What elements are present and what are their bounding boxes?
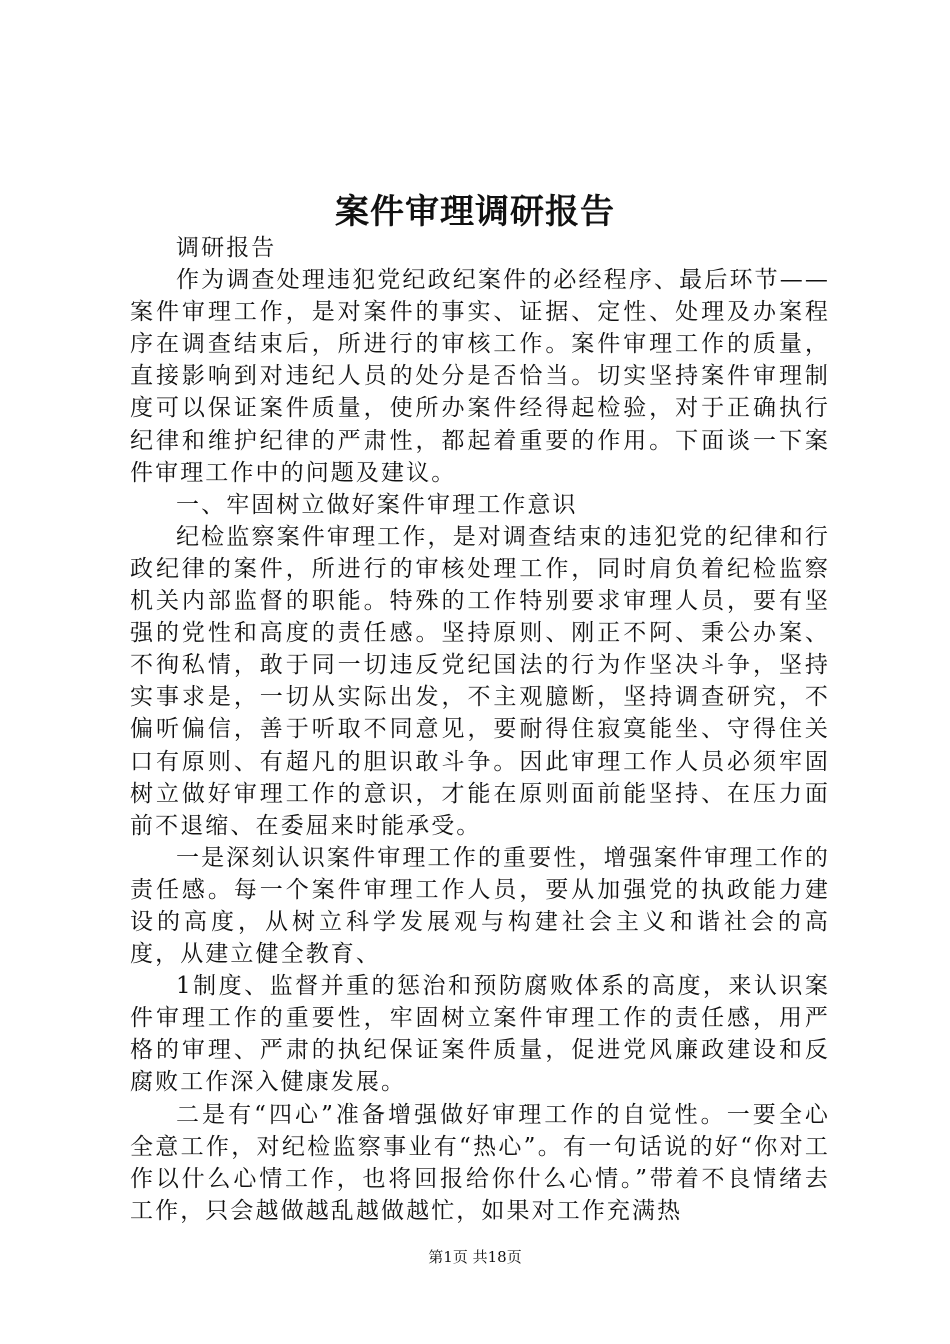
document-title: 案件审理调研报告: [335, 192, 615, 232]
paragraph-point-1-cont: 1制度、监督并重的惩治和预防腐败体系的高度，来认识案件审理工作的重要性，牢固树立案件审理工作的责任感，用严格的审理、严肃的执纪保证案件质量，促进党风廉政建设和反腐败工作深入健康发展。: [130, 973, 830, 1096]
section-heading-1: 一、牢固树立做好案件审理工作意识: [176, 491, 578, 518]
page-footer: 第1页 共18页: [428, 1248, 522, 1266]
paragraph-heading-label: 调研报告: [176, 235, 277, 261]
paragraph-intro: 作为调查处理违犯党纪政纪案件的必经程序、最后环节——案件审理工作，是对案件的事实、证据、定性、处理及办案程序在调查结束后，所进行的审核工作。案件审理工作的质量，直接影响到对违纪人员的处分是否恰当。切实坚持案件审理制度可以保证案件质量，使所办案件经得起检验，对于正确执行纪律和维护纪律的严肃性，都起着重要的作用。下面谈一下案件审理工作中的问题及建议。: [130, 267, 830, 486]
document-body: [130, 232, 830, 1227]
paragraph-point-2: 二是有“四心”准备增强做好审理工作的自觉性。一要全心全意工作，对纪检监察事业有“热心”。有一句话说的好“你对工作以什么心情工作，也将回报给你什么心情。”带着不良情绪去工作，只会越做越乱越做越忙，如果对工作充满热: [130, 1101, 830, 1224]
paragraph-section-1: 纪检监察案件审理工作，是对调查结束的违犯党的纪律和行政纪律的案件，所进行的审核处理工作，同时肩负着纪检监察机关内部监督的职能。特殊的工作特别要求审理人员，要有坚强的党性和高度的责任感。坚持原则、刚正不阿、秉公办案、不徇私情，敢于同一切违反党纪国法的行为作坚决斗争，坚持实事求是，一切从实际出发，不主观臆断，坚持调查研究，不偏听偏信，善于听取不同意见，要耐得住寂寞能坐、守得住关口有原则、有超凡的胆识敢斗争。因此审理工作人员必须牢固树立做好审理工作的意识，才能在原则面前能坚持、在压力面前不退缩、在委屈来时能承受。: [130, 523, 830, 839]
paragraph-point-1: 一是深刻认识案件审理工作的重要性，增强案件审理工作的责任感。每一个案件审理工作人员，要从加强党的执政能力建设的高度，从树立科学发展观与构建社会主义和谐社会的高度，从建立健全教育、: [130, 844, 830, 968]
